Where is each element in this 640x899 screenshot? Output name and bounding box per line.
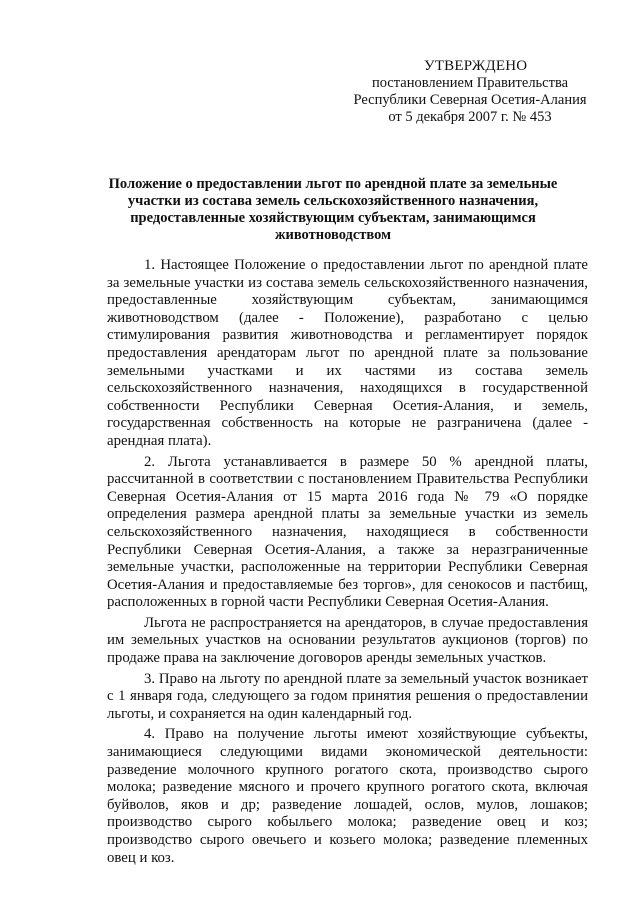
approval-stamp <box>340 58 600 126</box>
document-body <box>107 257 588 870</box>
approved-heading: УТВЕРЖДЕНО <box>424 58 528 74</box>
document-title: Положение о предоставлении льгот по арендной плате за земельные участки из состава земель сельскохозяйственного назначения, предоставленные хозяйствующим субъектам, занимающимся животноводством <box>108 176 558 243</box>
approval-line-3: от 5 декабря 2007 г. № 453 <box>388 109 552 125</box>
paragraph-2-note: Льгота не распространяется на арендаторов, в случае предоставления им земельных участков на основании результатов аукционов (торгов) по продаже права на заключение договоров аренды земельных участков. <box>107 614 588 667</box>
paragraph-4: 4. Право на получение льготы имеют хозяйствующие субъекты, занимающиеся следующими видами экономической деятельности: разведение молочного крупного рогатого скота, производство сырого молока; разведение мясного и прочего крупного рогатого скота, включая буйволов, яков и др; разведение лошадей, ослов, мулов, лошаков; производство сырого кобыльего молока; разведение овец и коз; производство сырого овечьего и козьего молока; разведение племенных овец и коз. <box>107 726 588 866</box>
approval-line-2: Республики Северная Осетия-Алания <box>353 92 587 108</box>
paragraph-1: 1. Настоящее Положение о предоставлении льгот по арендной плате за земельные участки из состава земель сельскохозяйственного назначения, предоставленные хозяйствующим субъектам, занимающимся животноводством (далее - Положение), разработано с целью стимулирования развития животноводства и регламентирует порядок предоставления арендаторам льгот по арендной плате за пользование земельными участками и их частями из состава земель сельскохозяйственного назначения, находящихся в государственной собственности Республики Северная Осетия-Алания, и земель, государственная собственность на которые не разграничена (далее - арендная плата). <box>107 257 588 449</box>
paragraph-3: 3. Право на льготу по арендной плате за земельный участок возникает с 1 января года, следующего за годом принятия решения о предоставлении льготы, и сохраняется на один календарный год. <box>107 670 588 722</box>
paragraph-2: 2. Льгота устанавливается в размере 50 % арендной платы, рассчитанной в соответствии с постановлением Правительства Республики Северная Осетия-Алания от 15 марта 2016 года № 79 «О порядке определения размера арендной платы за земельные участки из земель сельскохозяйственного назначения, находящиеся в собственности Республики Северная Осетия-Алания, а также за неразграниченные земельные участки, расположенные на территории Республики Северная Осетия-Алания и предоставляемые без торгов», для сенокосов и пастбищ, расположенных в горной части Республики Северная Осетия-Алания. <box>107 453 588 611</box>
approval-line-1: постановлением Правительства <box>371 75 569 91</box>
